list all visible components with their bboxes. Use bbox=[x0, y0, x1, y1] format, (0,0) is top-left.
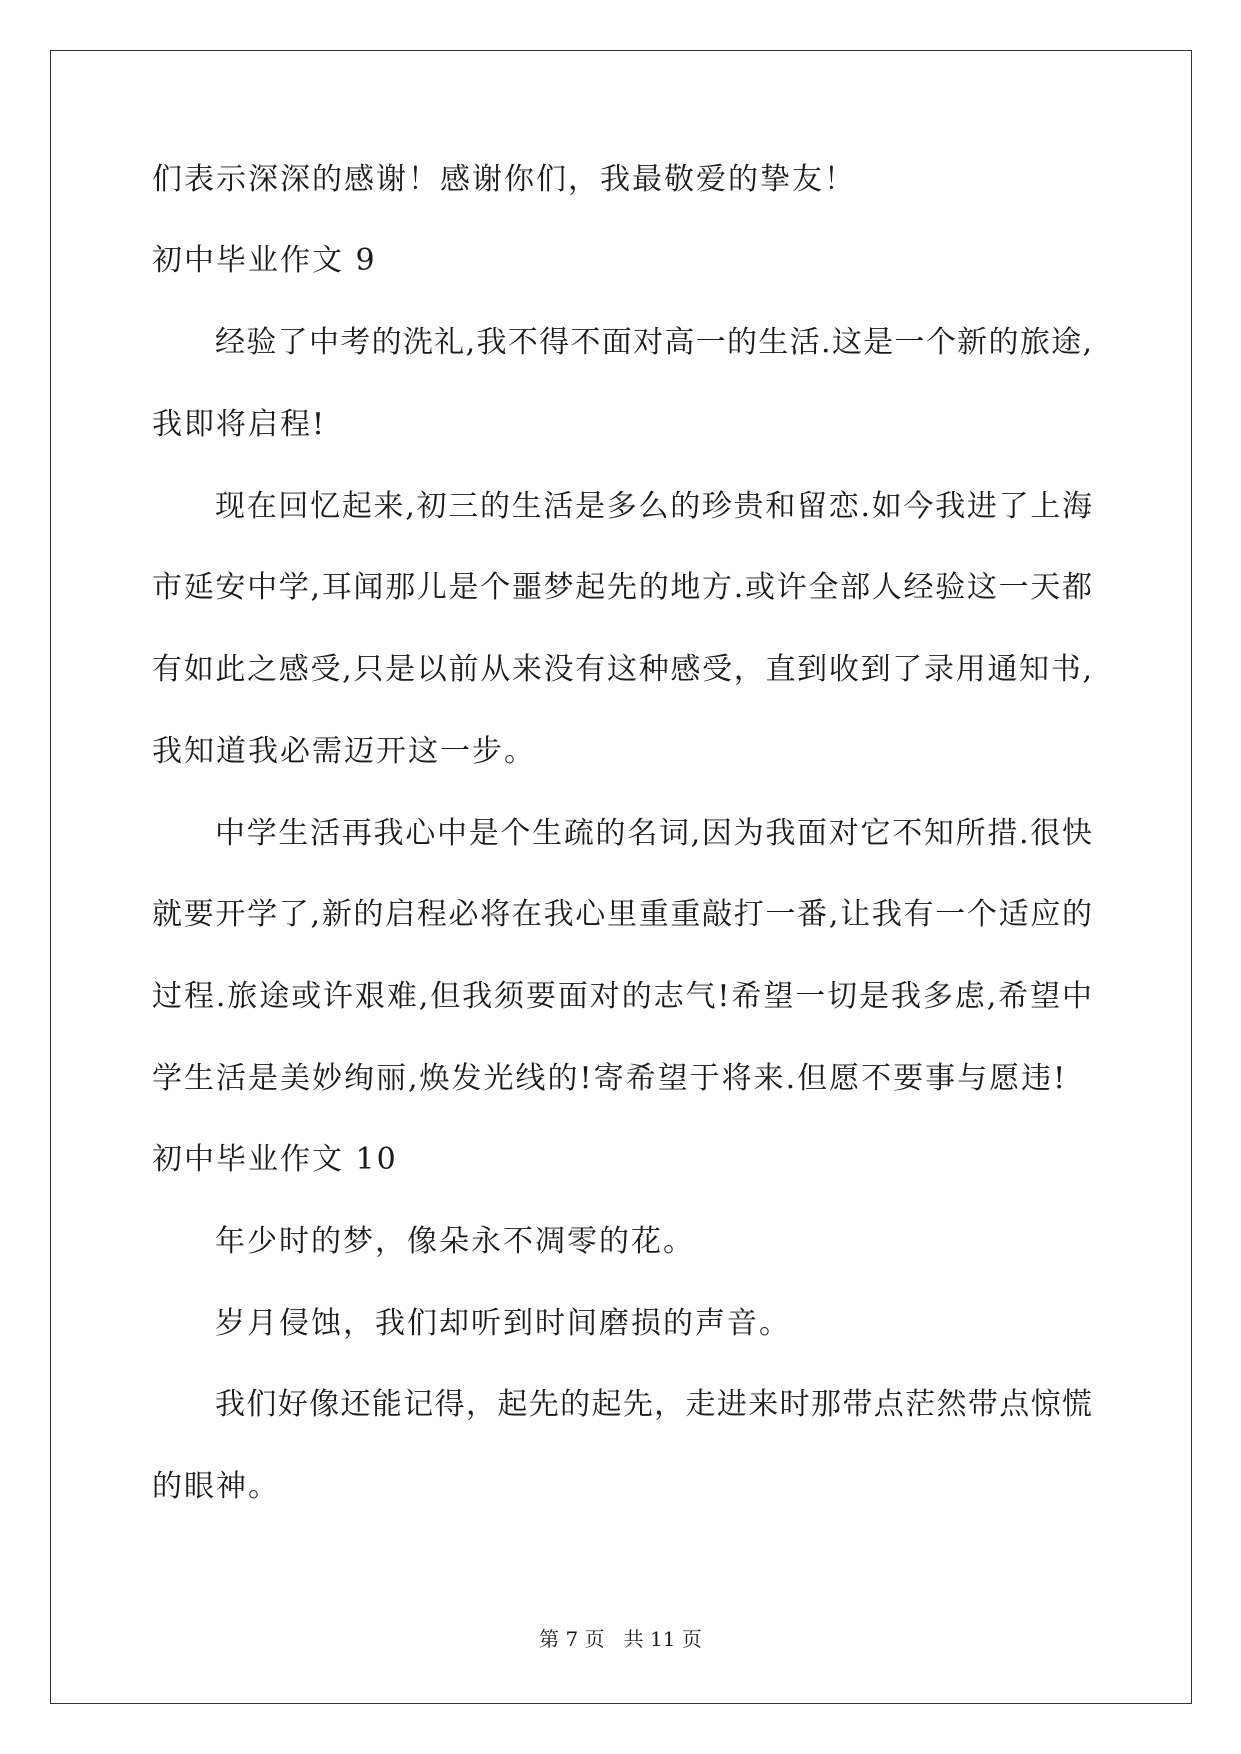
paragraph-line: 的眼神。 bbox=[152, 1469, 280, 1504]
section-heading: 初中毕业作文 9 bbox=[152, 243, 377, 278]
paragraph-line: 我即将启程! bbox=[152, 407, 327, 442]
paragraph-line: 年少时的梦，像朵永不凋零的花。 bbox=[215, 1224, 695, 1259]
paragraph-line: 市延安中学,耳闻那儿是个噩梦起先的地方.或许全部人经验这一天都 bbox=[152, 570, 1092, 605]
page-total: 共 11 页 bbox=[623, 1627, 702, 1651]
page-frame bbox=[50, 50, 1192, 1704]
paragraph-line: 过程.旅途或许艰难,但我须要面对的志气!希望一切是我多虑,希望中 bbox=[152, 979, 1092, 1014]
paragraph-line: 就要开学了,新的启程必将在我心里重重敲打一番,让我有一个适应的 bbox=[152, 897, 1092, 932]
paragraph-line: 学生活是美妙绚丽,焕发光线的!寄希望于将来.但愿不要事与愿违! bbox=[152, 1061, 1068, 1096]
page-number: 第 7 页 bbox=[539, 1627, 605, 1651]
paragraph-line: 我知道我必需迈开这一步。 bbox=[152, 734, 536, 769]
paragraph-line: 有如此之感受,只是以前从来没有这种感受，直到收到了录用通知书, bbox=[152, 652, 1092, 687]
paragraph-line: 我们好像还能记得，起先的起先，走进来时那带点茫然带点惊慌 bbox=[215, 1387, 1092, 1422]
paragraph-line: 们表示深深的感谢！感谢你们，我最敬爱的挚友！ bbox=[152, 162, 856, 197]
paragraph-line: 中学生活再我心中是个生疏的名词,因为我面对它不知所措.很快 bbox=[215, 816, 1092, 851]
paragraph-line: 现在回忆起来,初三的生活是多么的珍贵和留恋.如今我进了上海 bbox=[215, 489, 1092, 524]
paragraph-line: 岁月侵蚀，我们却听到时间磨损的声音。 bbox=[215, 1306, 791, 1341]
section-heading: 初中毕业作文 10 bbox=[152, 1142, 398, 1177]
page-footer bbox=[0, 1627, 1241, 1651]
paragraph-line: 经验了中考的洗礼,我不得不面对高一的生活.这是一个新的旅途, bbox=[215, 325, 1092, 360]
